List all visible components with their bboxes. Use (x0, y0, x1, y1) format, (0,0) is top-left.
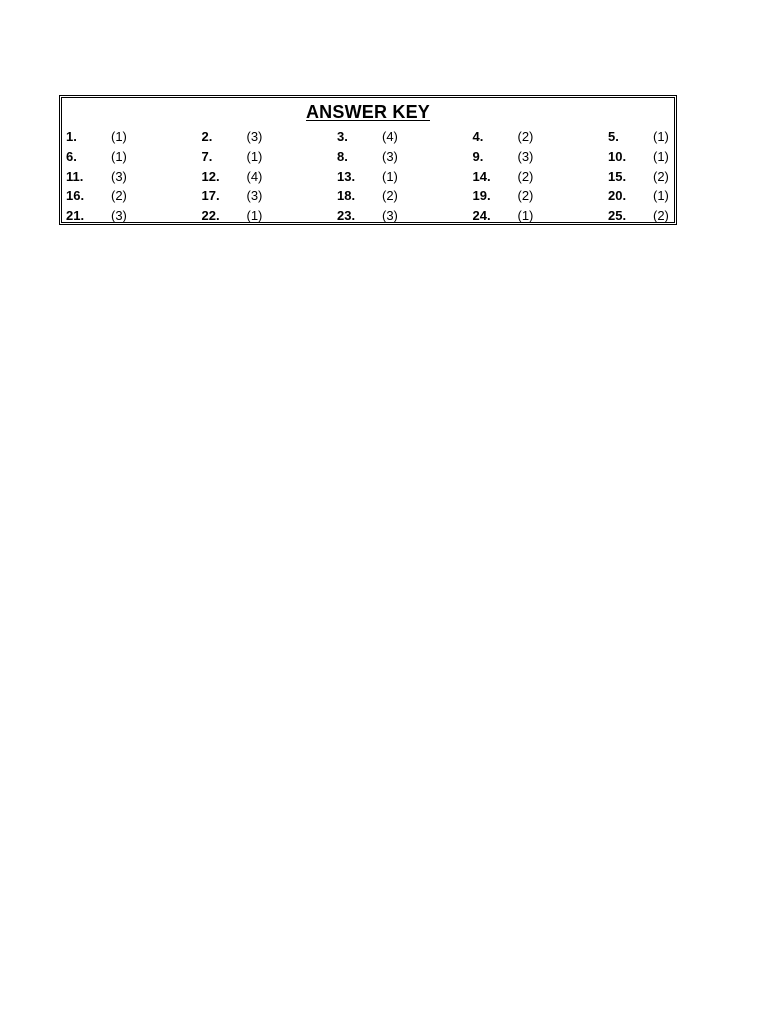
question-number: 13. (337, 168, 356, 184)
answer-row (62, 167, 674, 187)
answer-choice: (3) (111, 168, 127, 184)
answer-row (62, 147, 674, 167)
answer-choice: (1) (653, 188, 669, 204)
question-number: 11. (66, 168, 84, 184)
answer-choice: (1) (246, 148, 263, 164)
question-number: 15. (608, 168, 627, 184)
answer-choice: (2) (111, 188, 127, 204)
answer-choice: (1) (653, 129, 669, 144)
answer-choice: (2) (653, 168, 669, 184)
question-number: 4. (472, 129, 484, 144)
answer-key-title: ANSWER KEY (305, 102, 430, 122)
answer-row (62, 206, 674, 226)
answer-choice: (3) (382, 208, 398, 224)
answer-choice: (2) (653, 208, 669, 224)
answer-choice: (3) (246, 188, 263, 204)
answer-choice: (3) (382, 148, 398, 164)
answer-choice: (2) (517, 168, 534, 184)
question-number: 10. (608, 148, 627, 164)
answer-choice: (1) (111, 148, 127, 164)
answer-choice: (3) (111, 208, 127, 224)
answer-choice: (1) (246, 208, 263, 224)
question-number: 6. (66, 148, 77, 164)
question-number: 3. (337, 129, 348, 144)
question-number: 20. (608, 188, 627, 204)
answer-choice: (3) (246, 129, 263, 144)
question-number: 19. (472, 188, 491, 204)
question-number: 16. (66, 188, 85, 204)
question-number: 25. (608, 208, 627, 224)
answer-choice: (2) (382, 188, 398, 204)
question-number: 2. (201, 129, 213, 144)
question-number: 22. (201, 208, 220, 224)
answer-choice: (1) (653, 148, 669, 164)
answer-row (62, 127, 674, 147)
question-number: 17. (201, 188, 220, 204)
question-number: 5. (608, 129, 619, 144)
answer-key-box (59, 95, 677, 225)
answer-choice: (1) (517, 208, 534, 224)
answer-row (62, 186, 674, 206)
question-number: 1. (66, 129, 77, 144)
answer-choice: (4) (382, 129, 398, 144)
answer-choice: (2) (517, 188, 534, 204)
question-number: 9. (472, 148, 484, 164)
question-number: 24. (472, 208, 491, 224)
answer-choice: (1) (111, 129, 127, 144)
question-number: 14. (472, 168, 491, 184)
answer-choice: (2) (517, 129, 534, 144)
answer-choice: (1) (382, 168, 398, 184)
question-number: 7. (201, 148, 213, 164)
answer-choice: (4) (246, 168, 263, 184)
answer-choice: (3) (517, 148, 534, 164)
question-number: 12. (201, 168, 220, 184)
question-number: 23. (337, 208, 356, 224)
question-number: 18. (337, 188, 356, 204)
answer-key-grid (62, 127, 674, 226)
question-number: 8. (337, 148, 348, 164)
question-number: 21. (66, 208, 85, 224)
